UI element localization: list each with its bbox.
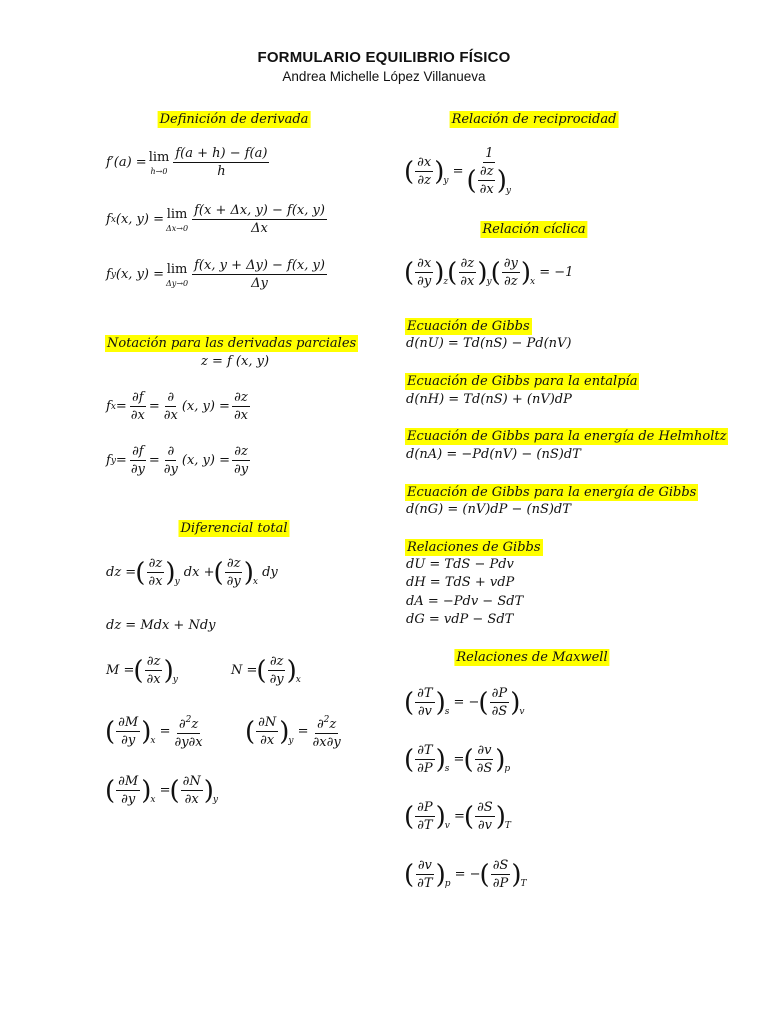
total-differential-equation: dz = ( ∂z ∂x ) y dx + ( ∂z ∂y ) x dy: [106, 556, 278, 589]
reciprocity-heading: Relación de reciprocidad: [451, 112, 617, 127]
gibbs-helmholtz-heading: Ecuación de Gibbs para la energía de Helmholtz: [407, 429, 727, 444]
gibbs-relation-du: dU = TdS − Pdv: [406, 557, 514, 572]
cyclic-heading: Relación cíclica: [482, 222, 586, 237]
partial-notation-heading: Notación para las derivadas parciales: [107, 336, 357, 351]
gibbs-heading: Ecuación de Gibbs: [407, 319, 530, 334]
maxwell-relation-4: ( ∂v ∂T ) p = − ( ∂S ∂P ) T: [404, 858, 527, 891]
partial-x-limit-equation: f x (x, y) = lim Δx→0 f(x + Δx, y) − f(x, y) Δx: [106, 203, 325, 236]
reciprocity-equation: ( ∂x ∂z ) y = 1 ( ∂z ∂x ) y: [404, 146, 511, 197]
document-author: Andrea Michelle López Villanueva: [282, 69, 486, 84]
document-title: FORMULARIO EQUILIBRIO FÍSICO: [257, 49, 511, 66]
derivative-heading: Definición de derivada: [159, 112, 309, 127]
exactness-condition-equation: ( ∂M ∂y ) x = ( ∂N ∂x ) y: [105, 774, 218, 807]
gibbs-enthalpy-equation: d(nH) = Td(nS) + (nV)dP: [406, 392, 572, 407]
maxwell-heading: Relaciones de Maxwell: [456, 650, 608, 665]
maxwell-relation-3: ( ∂P ∂T ) v = ( ∂S ∂v ) T: [404, 800, 511, 833]
partial-y-limit-equation: f y (x, y) = lim Δy→0 f(x, y + Δy) − f(x, y) Δy: [106, 258, 325, 291]
gibbs-relation-dh: dH = TdS + vdP: [406, 575, 515, 590]
maxwell-relation-2: ( ∂T ∂P ) s = ( ∂v ∂S ) p: [404, 743, 511, 776]
m-second-derivative-equation: ( ∂M ∂y ) x = ∂$^2$z ∂y∂x: [105, 715, 203, 750]
maxwell-relation-1: ( ∂T ∂v ) s = − ( ∂P ∂S ) v: [404, 686, 525, 719]
gibbs-helmholtz-equation: d(nA) = −Pd(nV) − (nS)dT: [406, 447, 581, 462]
gibbs-enthalpy-heading: Ecuación de Gibbs para la entalpía: [407, 374, 638, 389]
n-definition-equation: N = ( ∂z ∂y ) x: [231, 654, 301, 687]
gibbs-relation-dg: dG = vdP − SdT: [406, 612, 514, 627]
n-second-derivative-equation: ( ∂N ∂x ) y = ∂$^2$z ∂x∂y: [245, 715, 341, 750]
gibbs-gibbs-equation: d(nG) = (nV)dP − (nS)dT: [406, 502, 571, 517]
total-differential-mn-equation: dz = Mdx + Ndy: [106, 618, 216, 633]
gibbs-gibbs-heading: Ecuación de Gibbs para la energía de Gibbs: [407, 485, 697, 500]
m-definition-equation: M = ( ∂z ∂x ) y: [106, 654, 178, 687]
gibbs-relation-da: dA = −Pdv − SdT: [406, 594, 524, 609]
total-differential-heading: Diferencial total: [180, 521, 288, 536]
fx-notation-equation: f x = ∂f ∂x = ∂ ∂x (x, y) = ∂z ∂x: [106, 390, 248, 423]
partial-notation-equation: z = f (x, y): [200, 354, 270, 369]
gibbs-relations-heading: Relaciones de Gibbs: [407, 540, 541, 555]
gibbs-equation: d(nU) = Td(nS) − Pd(nV): [406, 336, 572, 351]
derivative-definition-equation: f′(a) = lim h→0 f(a + h) − f(a) h: [106, 146, 268, 179]
cyclic-equation: ( ∂x ∂y ) z ( ∂z ∂x ) y ( ∂y ∂z ) x = −1: [404, 256, 574, 289]
fy-notation-equation: f y = ∂f ∂y = ∂ ∂y (x, y) = ∂z ∂y: [106, 444, 249, 477]
